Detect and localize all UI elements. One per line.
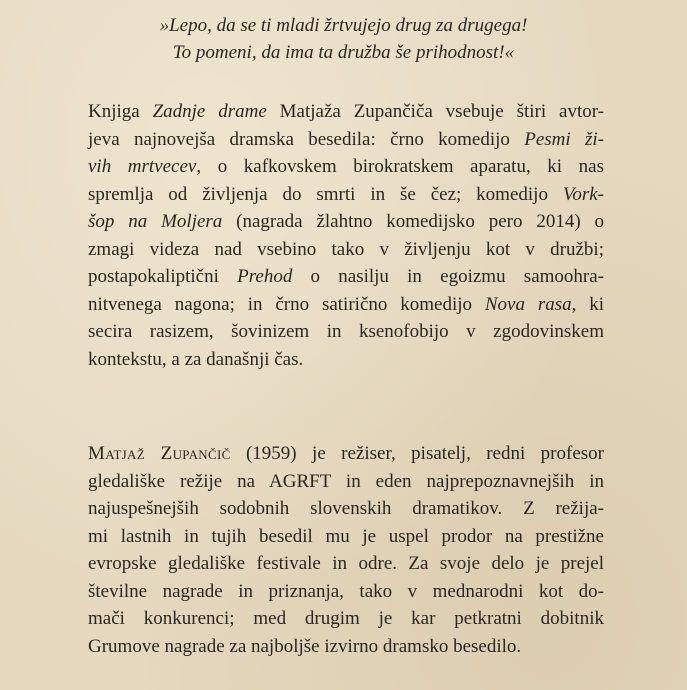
text-line: mači konkurenci; med drugim je kar petkratni dobitnik [88,608,604,629]
play-title: vih mrtvecev [88,156,197,177]
author-bio-paragraph [88,440,604,660]
text-line: nitvenega nagona; in črno satirično komedijo Nova rasa, ki [88,293,604,315]
play-title: Pesmi ži- [524,128,605,150]
text-line: jeva najnovejša dramska besedila: črno komedijo Pesmi ži- [88,128,605,150]
play-title: Nova rasa [484,293,572,315]
epigraph-line: »Lepo, da se ti mladi žrtvujejo drug za drugega! [159,15,528,36]
play-title: Prehod [237,266,293,287]
book-title: Zadnje drame [152,101,267,122]
text-line: šop na Moljera (nagrada žlahtno komedijsko pero 2014) o [88,211,604,232]
text-line: zmagi videza nad vsebino tako v življenju kot v družbi; [88,238,604,260]
text-line: vih mrtvecev, o kafkovskem birokratskem aparatu, ki nas [88,156,604,177]
play-title: šop na Moljera [88,211,223,232]
text-line: Knjiga Zadnje drame Matjaža Zupančiča vsebuje štiri avtor- [88,101,604,122]
play-title: Vork- [562,183,604,205]
text-line: najuspešnejših sodobnih slovenskih dramatikov. Z režija- [88,498,604,519]
text-line: secira rasizem, šovinizem in ksenofobijo v zgodovinskem [88,321,604,342]
text-line: Grumove nagrade za najboljše izvirno dramsko besedilo. [88,635,522,657]
text-line: evropske gledališke festivale in odre. Za svoje delo je prejel [88,553,604,574]
epigraph-quote [0,12,687,66]
text-line: Matjaž Zupančič (1959) je režiser, pisatelj, redni profesor [88,443,604,464]
text-line: kontekstu, a za današnji čas. [88,348,304,370]
text-line: postapokaliptični Prehod o nasilju in egoizmu samoohra- [88,266,604,287]
text-line: spremlja od življenja do smrti in še čez; komedijo Vork- [88,183,604,205]
text-line: mi lastnih in tujih besedil mu je uspel prodor na prestižne [88,525,604,547]
epigraph-line: To pomeni, da ima ta družba še prihodnost!« [172,42,515,63]
book-description-paragraph [88,98,604,373]
author-name: Matjaž Zupančič [88,443,231,464]
text-line: gledališke režije na AGRFT in eden najprepoznavnejših in [88,470,604,492]
text-line: številne nagrade in priznanja, tako v mednarodni kot do- [88,580,604,602]
